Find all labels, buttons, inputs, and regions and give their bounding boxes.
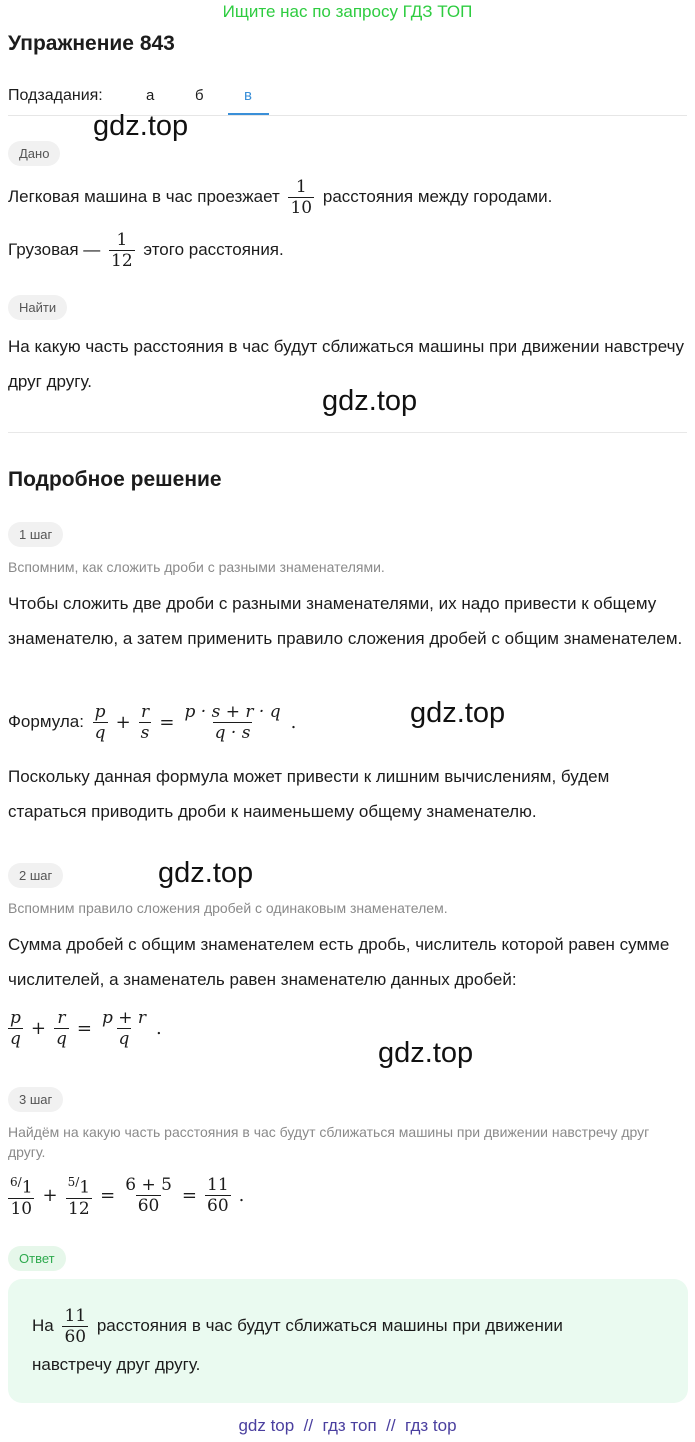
watermark: gdz.top [93, 110, 189, 142]
answer-text-end: расстояния в час будут сближаться машины при движении [96, 1316, 563, 1335]
subtask-tab-a[interactable]: а [146, 87, 155, 104]
active-tab-indicator [228, 113, 269, 115]
step-2-chip: 2 шаг [8, 863, 63, 888]
step-2-text: Сумма дробей с общим знаменателем есть дробь, числитель которой равен сумме числителей, а знаменатель равен знаменателю данных дробей: [8, 935, 670, 989]
fraction-numerator [66, 1172, 93, 1198]
numerator-value: 1 [79, 1177, 91, 1198]
watermark: gdz.top [322, 385, 418, 417]
equals-sign: = [100, 1184, 116, 1206]
fraction-denominator: 10 [290, 198, 313, 219]
period: . [156, 1017, 162, 1039]
step-3-chip: 3 шаг [8, 1087, 63, 1112]
plus-sign: + [30, 1017, 46, 1039]
fraction-denominator: q [94, 723, 106, 744]
answer-text-start: На [32, 1316, 54, 1335]
step-3-hint: Найдём на какую часть расстояния в час будут сближаться машины при движении навстречу друг другу. [8, 1124, 650, 1160]
fraction-p-q [8, 1008, 23, 1049]
equals-sign: = [76, 1017, 92, 1039]
given-text-1-end: расстояния между городами. [322, 187, 553, 206]
step-2-hint: Вспомним правило сложения дробей с одинаковым знаменателем. [8, 900, 448, 916]
fraction-1-12 [66, 1172, 93, 1219]
fraction-1-10 [8, 1172, 35, 1219]
fraction-denominator: 60 [207, 1196, 229, 1217]
watermark: gdz.top [378, 1037, 474, 1069]
fraction-r-q [54, 1008, 69, 1049]
fraction-numerator: 1 [295, 177, 307, 198]
fraction-numerator: p + r [101, 1008, 147, 1029]
fraction-numerator: p [10, 1008, 21, 1029]
period: . [238, 1184, 245, 1206]
equals-sign: = [181, 1184, 197, 1206]
step-2-formula [8, 1003, 688, 1054]
step-1-formula [8, 697, 688, 748]
fraction-denominator: s [140, 723, 150, 744]
given-line-2 [8, 225, 688, 275]
fraction-r-s [139, 702, 152, 743]
fraction-numerator: 1 [116, 230, 128, 251]
top-banner: Ищите нас по запросу ГДЗ ТОП [222, 2, 473, 21]
fraction-numerator: 11 [207, 1175, 229, 1196]
step-1-text: Чтобы сложить две дроби с разными знаменателями, их надо привести к общему знаменателю, а затем применить правило сложения дробей с общим знаменателем. [8, 594, 683, 648]
fraction-denominator: 10 [10, 1198, 33, 1219]
watermark: gdz.top [158, 857, 254, 889]
page-title: Упражнение 843 [8, 32, 175, 55]
fraction-truck [109, 230, 135, 271]
answer-fraction [62, 1306, 88, 1347]
given-line-1 [8, 172, 688, 222]
fraction-denominator: q [10, 1029, 21, 1050]
step-1-hint: Вспомним, как сложить дроби с разными знаменателями. [8, 559, 385, 575]
plus-sign: + [42, 1184, 58, 1206]
footer-links[interactable]: gdz top // гдз топ // гдз top [238, 1416, 457, 1435]
step-1-text-2: Поскольку данная формула может привести к лишним вычислениям, будем стараться приводить дроби к наименьшему общему знаменателю. [8, 767, 610, 821]
fraction-denominator: 12 [111, 251, 133, 272]
find-text: На какую часть расстояния в час будут сближаться машины при движении навстречу друг другу. [8, 337, 684, 391]
fraction-numerator: r [57, 1008, 66, 1029]
fraction-numerator [8, 1172, 35, 1198]
fraction-sum [123, 1175, 174, 1216]
answer-line-1 [32, 1301, 672, 1351]
fraction-car [288, 177, 314, 218]
extra-multiplier: 6/ [10, 1175, 22, 1190]
given-text-2-end: этого расстояния. [143, 240, 284, 259]
fraction-result [100, 1008, 148, 1049]
solution-title: Подробное решение [8, 468, 222, 491]
equals-sign: = [159, 711, 175, 733]
step-1-chip: 1 шаг [8, 522, 63, 547]
watermark: gdz.top [410, 697, 506, 729]
fraction-numerator: p [94, 702, 106, 723]
fraction-p-q [93, 702, 108, 743]
subtasks-label: Подзадания: [8, 87, 103, 104]
fraction-result [182, 702, 282, 743]
numerator-value: 1 [21, 1177, 33, 1198]
fraction-denominator: 60 [137, 1196, 160, 1217]
plus-sign: + [115, 711, 131, 733]
fraction-numerator: 6 + 5 [125, 1175, 172, 1196]
extra-multiplier: 5/ [67, 1175, 80, 1190]
answer-line-2: навстречу друг другу. [32, 1355, 201, 1374]
fraction-denominator: 12 [68, 1198, 90, 1219]
subtask-tab-v[interactable]: в [244, 87, 252, 104]
answer-chip: Ответ [8, 1246, 66, 1271]
given-chip: Дано [8, 141, 60, 166]
find-chip: Найти [8, 295, 67, 320]
fraction-denominator: q [118, 1029, 130, 1050]
fraction-denominator: 60 [64, 1327, 87, 1348]
fraction-numerator: r [140, 702, 150, 723]
fraction-numerator: 11 [64, 1306, 87, 1327]
period: . [290, 711, 297, 733]
given-text-1: Легковая машина в час проезжает [8, 187, 280, 206]
fraction-result [205, 1175, 231, 1216]
given-text-2: Грузовая — [8, 240, 101, 259]
subtask-tab-b[interactable]: б [195, 87, 204, 104]
step-3-formula [8, 1170, 688, 1221]
section-divider [8, 432, 687, 433]
formula-label: Формула: [8, 712, 84, 731]
fraction-denominator: q · s [214, 723, 251, 744]
fraction-numerator: p · s + r · q [184, 702, 281, 723]
fraction-denominator: q [55, 1029, 67, 1050]
